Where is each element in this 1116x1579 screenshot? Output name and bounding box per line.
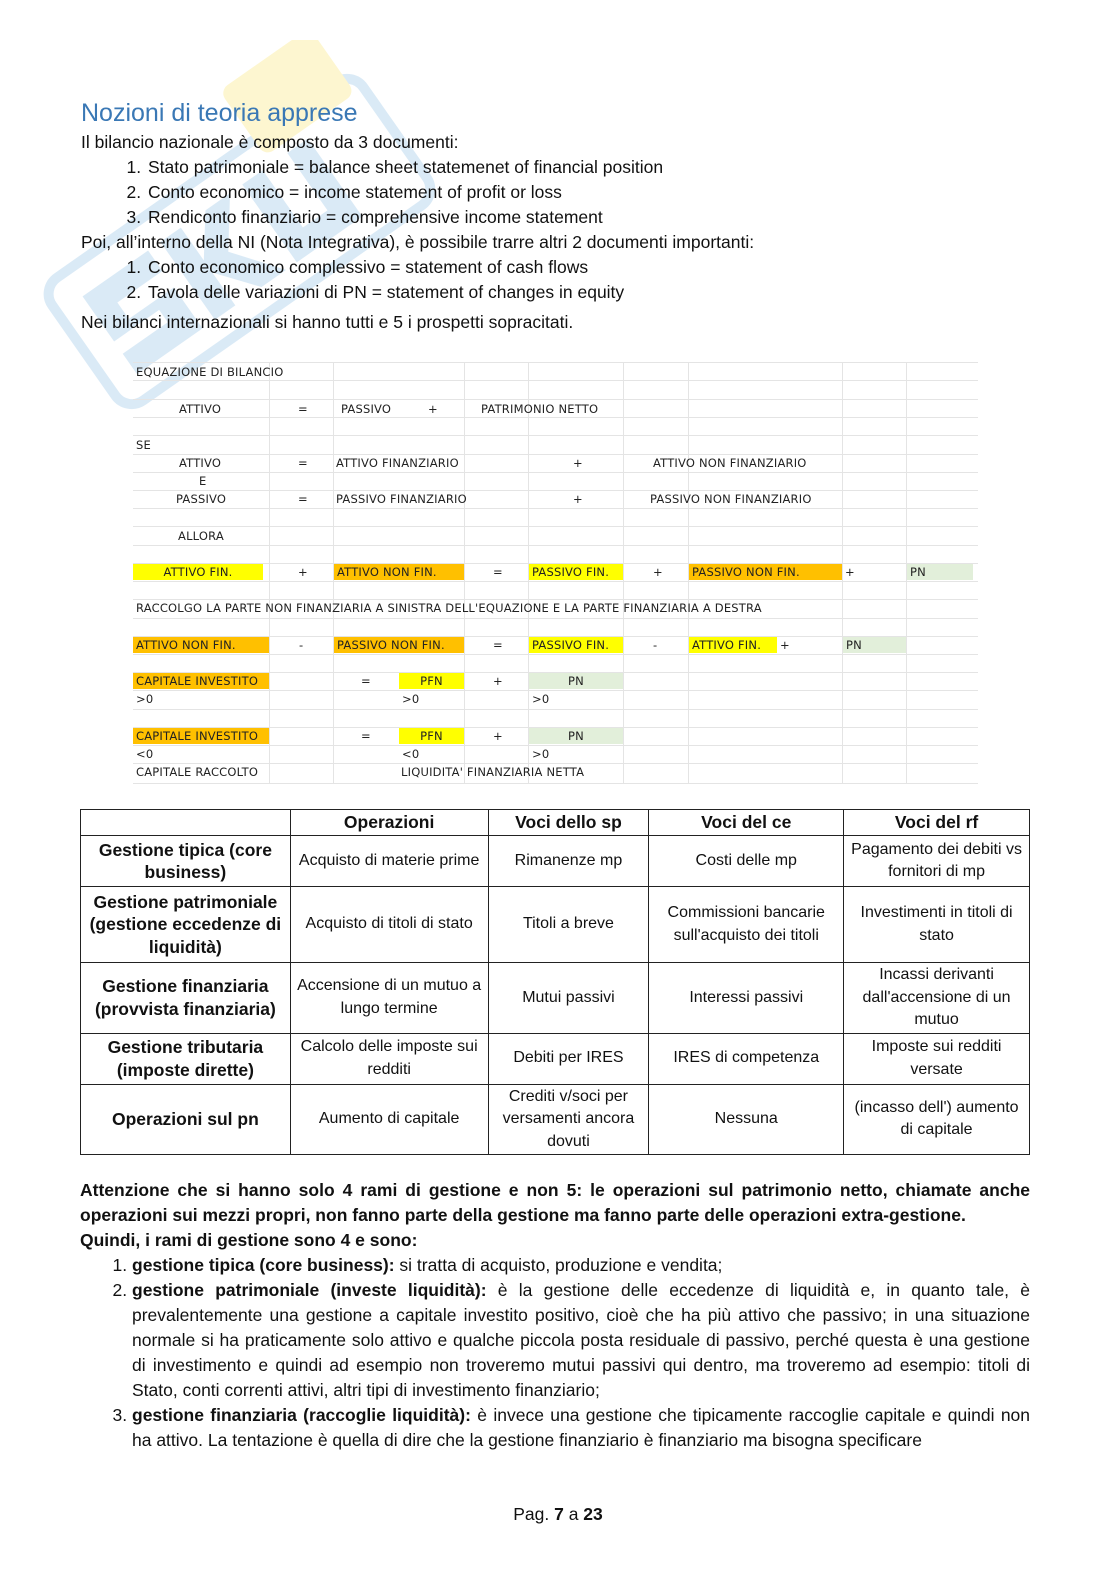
table-cell: Crediti v/soci per versamenti ancora dovuti: [488, 1084, 649, 1155]
sheet-cell: RACCOLGO LA PARTE NON FINANZIARIA A SINISTRA DELL'EQUAZIONE E LA PARTE FINANZIARIA A DESTRA: [136, 601, 762, 615]
sheet-cell: ATTIVO: [179, 402, 222, 416]
sheet-cell: ATTIVO NON FINANZIARIO: [653, 456, 807, 470]
sheet-cell: +: [653, 565, 663, 579]
sheet-cell-highlight: PFN: [399, 728, 464, 744]
sheet-cell: +: [428, 402, 438, 416]
table-cell: Debiti per IRES: [488, 1033, 649, 1084]
list-item: [132, 1403, 1030, 1453]
table-cell: Acquisto di materie prime: [290, 836, 488, 887]
table-cell: Acquisto di titoli di stato: [290, 887, 488, 963]
sheet-cell: PATRIMONIO NETTO: [481, 402, 599, 416]
balance-equation-sheet: [133, 362, 978, 784]
intro-section: [81, 96, 1031, 335]
table-cell: Interessi passivi: [649, 963, 844, 1034]
table-cell: Rimanenze mp: [488, 836, 649, 887]
sheet-cell: PASSIVO: [341, 402, 392, 416]
table-cell: Aumento di capitale: [290, 1084, 488, 1155]
sheet-cell: -: [299, 638, 304, 652]
table-cell: Titoli a breve: [488, 887, 649, 963]
international-text: Nei bilanci internazionali si hanno tutti e 5 i prospetti sopracitati.: [81, 312, 574, 332]
sheet-cell-highlight: PASSIVO NON FIN.: [689, 564, 842, 580]
table-row: [81, 1033, 1030, 1084]
page-number: 7: [554, 1504, 564, 1524]
item-text: è invece una gestione che tipicamente raccoglie capitale e quindi non ha attivo. La tentazione è quella di dire che la gestione finanziario è finanziario ma bisogna specificare: [132, 1405, 1031, 1450]
sheet-cell-highlight: ATTIVO FIN.: [689, 637, 777, 653]
sheet-cell-highlight: CAPITALE INVESTITO: [133, 728, 269, 744]
sheet-cell-highlight: ATTIVO NON FIN.: [133, 637, 269, 653]
list-item: 1. Conto economico complessivo = statement of cash flows: [146, 255, 1031, 280]
sheet-cell: +: [493, 674, 503, 688]
ni-documents-list: [81, 255, 1031, 305]
sheet-cell: =: [298, 492, 308, 506]
table-header-cell: Operazioni: [290, 810, 488, 836]
sheet-cell: =: [361, 729, 371, 743]
attention-paragraph: Attenzione che si hanno solo 4 rami di gestione e non 5: le operazioni sul patrimonio netto, chiamate anche operazioni sui mezzi propri, non fanno parte della gestione ma fanno parte delle operazioni extra-gestione.: [80, 1180, 1030, 1225]
sheet-cell: EQUAZIONE DI BILANCIO: [136, 365, 284, 379]
sheet-cell: SE: [136, 438, 151, 452]
row-header-cell: Gestione tributaria (imposte dirette): [81, 1033, 291, 1084]
table-cell: Accensione di un mutuo a lungo termine: [290, 963, 488, 1034]
sheet-cell: E: [199, 474, 207, 488]
sheet-cell: PASSIVO FINANZIARIO: [336, 492, 467, 506]
rami-list: [80, 1253, 1030, 1453]
row-header-cell: Operazioni sul pn: [81, 1084, 291, 1155]
sheet-cell-highlight: CAPITALE INVESTITO: [133, 673, 269, 689]
sheet-cell: LIQUIDITA' FINANZIARIA NETTA: [401, 765, 585, 779]
sheet-cell-highlight: PN: [907, 564, 973, 580]
sheet-cell-highlight: ATTIVO FIN.: [133, 564, 263, 580]
sheet-cell: <0: [402, 747, 420, 761]
sheet-cell: >0: [532, 692, 550, 706]
sheet-cell: >0: [532, 747, 550, 761]
documents-list: [81, 155, 1031, 230]
sheet-cell-highlight: PN: [843, 637, 906, 653]
sheet-cell: CAPITALE RACCOLTO: [136, 765, 259, 779]
table-cell: Calcolo delle imposte sui redditi: [290, 1033, 488, 1084]
sheet-cell-highlight: ATTIVO NON FIN.: [334, 564, 464, 580]
quindi-paragraph: Quindi, i rami di gestione sono 4 e sono:: [80, 1230, 418, 1250]
table-cell: (incasso dell') aumento di capitale: [844, 1084, 1030, 1155]
section-title: Nozioni di teoria apprese: [81, 99, 358, 127]
table-row: [81, 963, 1030, 1034]
page-footer: [0, 1502, 1116, 1526]
sheet-cell: +: [298, 565, 308, 579]
sheet-cell: ATTIVO: [179, 456, 222, 470]
table-cell: Costi delle mp: [649, 836, 844, 887]
rami-section: [80, 1178, 1030, 1453]
table-header-cell: Voci del rf: [844, 810, 1030, 836]
sheet-cell: -: [653, 638, 658, 652]
sheet-cell: +: [573, 492, 583, 506]
table-header-row: [81, 810, 1030, 836]
row-header-cell: Gestione tipica (core business): [81, 836, 291, 887]
sheet-cell: +: [845, 565, 855, 579]
table-cell: Commissioni bancarie sull'acquisto dei titoli: [649, 887, 844, 963]
sheet-cell: +: [780, 638, 790, 652]
list-item: 2. Conto economico = income statement of profit or loss: [146, 180, 1031, 205]
operations-table: [80, 809, 1030, 1155]
sheet-cell: PASSIVO: [176, 492, 227, 506]
item-text: si tratta di acquisto, produzione e vendita;: [394, 1255, 723, 1275]
sheet-cell: =: [298, 456, 308, 470]
table-header-cell: Voci del ce: [649, 810, 844, 836]
table-row: [81, 887, 1030, 963]
table-cell: Incassi derivanti dall'accensione di un mutuo: [844, 963, 1030, 1034]
sheet-cell: =: [298, 402, 308, 416]
intro-text: Il bilancio nazionale è composto da 3 documenti:: [81, 132, 459, 152]
table-header-cell: Voci dello sp: [488, 810, 649, 836]
page-total: 23: [583, 1504, 603, 1524]
item-term: gestione finanziaria (raccoglie liquidità):: [132, 1405, 471, 1425]
row-header-cell: Gestione patrimoniale (gestione eccedenze di liquidità): [81, 887, 291, 963]
sheet-cell: PASSIVO NON FINANZIARIO: [650, 492, 812, 506]
list-item: [132, 1253, 1030, 1278]
footer-prefix: Pag.: [513, 1504, 555, 1524]
sheet-cell: >0: [402, 692, 420, 706]
list-item: 3. Rendiconto finanziario = comprehensive income statement: [146, 205, 1031, 230]
sheet-cell: =: [493, 638, 503, 652]
table-header-cell: [81, 810, 291, 836]
sheet-cell: ALLORA: [178, 529, 224, 543]
sheet-cell: =: [361, 674, 371, 688]
list-item: [132, 1278, 1030, 1403]
sheet-cell: ATTIVO FINANZIARIO: [336, 456, 459, 470]
ni-intro-text: Poi, all’interno della NI (Nota Integrativa), è possibile trarre altri 2 documenti importanti:: [81, 232, 755, 252]
sheet-cell: >0: [136, 692, 154, 706]
item-text: è la gestione delle eccedenze di liquidità e, in quanto tale, è prevalentemente una gestione a capitale investito positivo, cioè che ha più attivo che passivo; in una situazione normale si ha praticamente solo attivo e qualche piccola posta residuale di passivo, perché questa è una gestione di investimento e quindi ad esempio non troveremo mutui passivi qui dentro, ma troveremo ad esempio: titoli di Stato, conti correnti attivi, altri tipi di investimento finanziario;: [132, 1280, 1031, 1400]
sheet-cell-highlight: PFN: [399, 673, 464, 689]
sheet-cell: <0: [136, 747, 154, 761]
table-row: [81, 836, 1030, 887]
footer-separator: a: [563, 1504, 584, 1524]
table-row: [81, 1084, 1030, 1155]
sheet-cell: =: [493, 565, 503, 579]
sheet-cell-highlight: PN: [529, 728, 623, 744]
table-cell: Pagamento dei debiti vs fornitori di mp: [844, 836, 1030, 887]
item-term: gestione tipica (core business):: [132, 1255, 395, 1275]
sheet-cell: +: [493, 729, 503, 743]
table-cell: Mutui passivi: [488, 963, 649, 1034]
row-header-cell: Gestione finanziaria (provvista finanziaria): [81, 963, 291, 1034]
item-term: gestione patrimoniale (investe liquidità):: [132, 1280, 487, 1300]
sheet-cell-highlight: PASSIVO FIN.: [529, 637, 623, 653]
table-cell: Imposte sui redditi versate: [844, 1033, 1030, 1084]
sheet-cell-highlight: PASSIVO NON FIN.: [334, 637, 464, 653]
list-item: 2. Tavola delle variazioni di PN = statement of changes in equity: [146, 280, 1031, 305]
sheet-cell-highlight: PN: [529, 673, 623, 689]
table-cell: IRES di competenza: [649, 1033, 844, 1084]
list-item: 1. Stato patrimoniale = balance sheet statemenet of financial position: [146, 155, 1031, 180]
table-cell: Nessuna: [649, 1084, 844, 1155]
table-cell: Investimenti in titoli di stato: [844, 887, 1030, 963]
sheet-cell-highlight: PASSIVO FIN.: [529, 564, 623, 580]
sheet-cell: +: [573, 456, 583, 470]
